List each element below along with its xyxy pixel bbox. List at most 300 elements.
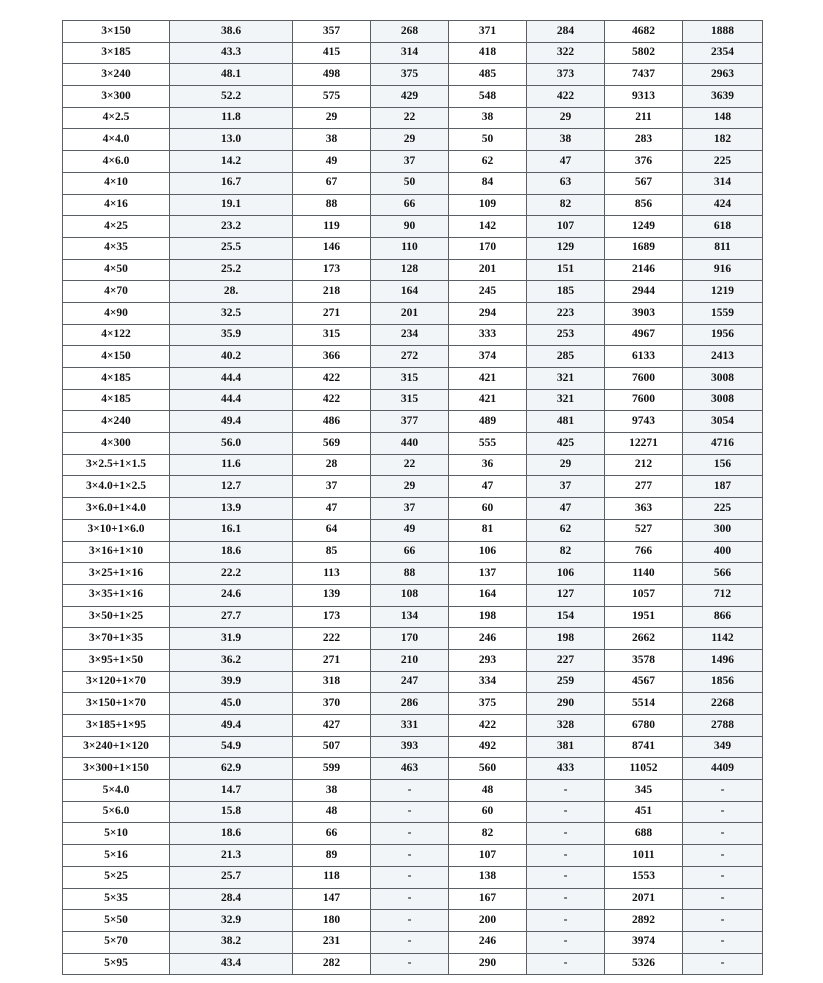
table-cell: 271 — [293, 302, 371, 324]
table-row — [63, 346, 763, 368]
table-row — [63, 823, 763, 845]
table-cell: - — [527, 845, 605, 867]
table-cell: 222 — [293, 628, 371, 650]
table-cell: - — [371, 823, 449, 845]
cable-spec-cell: 3×4.0+1×2.5 — [63, 476, 170, 498]
table-row — [63, 42, 763, 64]
table-cell: 424 — [683, 194, 763, 216]
table-cell: 345 — [605, 780, 683, 802]
table-cell: 272 — [371, 346, 449, 368]
table-row — [63, 866, 763, 888]
table-cell: 110 — [371, 237, 449, 259]
table-cell: 147 — [293, 888, 371, 910]
table-cell: 6780 — [605, 715, 683, 737]
table-cell: 259 — [527, 671, 605, 693]
table-cell: 315 — [371, 368, 449, 390]
table-cell: 14.2 — [170, 151, 293, 173]
table-cell: 127 — [527, 584, 605, 606]
table-cell: 433 — [527, 758, 605, 780]
table-row — [63, 194, 763, 216]
table-cell: 63 — [527, 172, 605, 194]
table-cell: 12271 — [605, 433, 683, 455]
table-cell: - — [527, 866, 605, 888]
table-row — [63, 693, 763, 715]
table-cell: 156 — [683, 454, 763, 476]
table-cell: 1057 — [605, 584, 683, 606]
cable-spec-cell: 3×2.5+1×1.5 — [63, 454, 170, 476]
table-cell: 5802 — [605, 42, 683, 64]
table-cell: 334 — [449, 671, 527, 693]
table-cell: 84 — [449, 172, 527, 194]
table-cell: 32.9 — [170, 910, 293, 932]
table-cell: 85 — [293, 541, 371, 563]
table-cell: 555 — [449, 433, 527, 455]
table-cell: 210 — [371, 649, 449, 671]
table-cell: 357 — [293, 21, 371, 43]
table-row — [63, 715, 763, 737]
table-cell: 211 — [605, 107, 683, 129]
table-cell: 3974 — [605, 931, 683, 953]
table-cell: 22 — [371, 454, 449, 476]
table-cell: 618 — [683, 216, 763, 238]
table-cell: 371 — [449, 21, 527, 43]
table-cell: 182 — [683, 129, 763, 151]
table-cell: 3054 — [683, 411, 763, 433]
table-row — [63, 216, 763, 238]
cable-spec-cell: 5×50 — [63, 910, 170, 932]
table-cell: 315 — [293, 324, 371, 346]
table-cell: 418 — [449, 42, 527, 64]
table-cell: 247 — [371, 671, 449, 693]
table-row — [63, 281, 763, 303]
table-cell: 333 — [449, 324, 527, 346]
table-cell: - — [371, 866, 449, 888]
table-cell: 31.9 — [170, 628, 293, 650]
table-cell: 164 — [449, 584, 527, 606]
table-cell: 2354 — [683, 42, 763, 64]
table-cell: 67 — [293, 172, 371, 194]
table-cell: 8741 — [605, 736, 683, 758]
table-cell: 321 — [527, 368, 605, 390]
table-cell: 139 — [293, 584, 371, 606]
cable-spec-cell: 4×185 — [63, 389, 170, 411]
table-cell: 200 — [449, 910, 527, 932]
table-cell: 463 — [371, 758, 449, 780]
table-cell: 486 — [293, 411, 371, 433]
table-cell: 916 — [683, 259, 763, 281]
cable-spec-cell: 4×70 — [63, 281, 170, 303]
table-row — [63, 780, 763, 802]
table-cell: 16.1 — [170, 519, 293, 541]
table-cell: - — [527, 953, 605, 975]
table-cell: 60 — [449, 801, 527, 823]
table-cell: 4716 — [683, 433, 763, 455]
table-cell: 225 — [683, 151, 763, 173]
table-cell: 173 — [293, 259, 371, 281]
table-cell: 164 — [371, 281, 449, 303]
table-cell: 1559 — [683, 302, 763, 324]
table-cell: 14.7 — [170, 780, 293, 802]
table-cell: 1249 — [605, 216, 683, 238]
table-cell: 485 — [449, 64, 527, 86]
table-cell: 11.6 — [170, 454, 293, 476]
table-cell: 366 — [293, 346, 371, 368]
table-cell: 599 — [293, 758, 371, 780]
table-cell: 2071 — [605, 888, 683, 910]
table-cell: 227 — [527, 649, 605, 671]
table-cell: 481 — [527, 411, 605, 433]
table-cell: 201 — [449, 259, 527, 281]
table-cell: 62 — [527, 519, 605, 541]
table-cell: 245 — [449, 281, 527, 303]
table-cell: 49.4 — [170, 715, 293, 737]
table-cell: 268 — [371, 21, 449, 43]
table-cell: - — [527, 931, 605, 953]
table-cell: - — [527, 780, 605, 802]
cable-spec-cell: 5×95 — [63, 953, 170, 975]
table-cell: 22 — [371, 107, 449, 129]
table-cell: 489 — [449, 411, 527, 433]
table-cell: 38 — [527, 129, 605, 151]
table-cell: - — [371, 910, 449, 932]
table-cell: 107 — [527, 216, 605, 238]
table-cell: 1951 — [605, 606, 683, 628]
cable-spec-cell: 4×150 — [63, 346, 170, 368]
cable-spec-cell: 4×240 — [63, 411, 170, 433]
table-cell: 421 — [449, 389, 527, 411]
cable-spec-cell: 5×16 — [63, 845, 170, 867]
table-row — [63, 107, 763, 129]
table-cell: 284 — [527, 21, 605, 43]
table-cell: 29 — [371, 129, 449, 151]
table-cell: 52.2 — [170, 86, 293, 108]
table-cell: 314 — [371, 42, 449, 64]
table-cell: 223 — [527, 302, 605, 324]
table-cell: 429 — [371, 86, 449, 108]
cable-spec-cell: 3×70+1×35 — [63, 628, 170, 650]
table-cell: 82 — [449, 823, 527, 845]
table-cell: 2944 — [605, 281, 683, 303]
table-cell: 2963 — [683, 64, 763, 86]
table-cell: 45.0 — [170, 693, 293, 715]
cable-spec-cell: 4×4.0 — [63, 129, 170, 151]
table-cell: 811 — [683, 237, 763, 259]
table-cell: 766 — [605, 541, 683, 563]
table-cell: 7437 — [605, 64, 683, 86]
table-row — [63, 368, 763, 390]
table-cell: 82 — [527, 541, 605, 563]
table-cell: 328 — [527, 715, 605, 737]
table-cell: 2892 — [605, 910, 683, 932]
table-row — [63, 628, 763, 650]
table-cell: 5514 — [605, 693, 683, 715]
table-body — [63, 21, 763, 975]
table-cell: 2662 — [605, 628, 683, 650]
table-cell: 48 — [449, 780, 527, 802]
table-cell: 108 — [371, 584, 449, 606]
table-row — [63, 302, 763, 324]
table-cell: 548 — [449, 86, 527, 108]
table-cell: 6133 — [605, 346, 683, 368]
table-row — [63, 758, 763, 780]
table-cell: 36.2 — [170, 649, 293, 671]
table-cell: 138 — [449, 866, 527, 888]
table-cell: 44.4 — [170, 368, 293, 390]
table-row — [63, 389, 763, 411]
cable-spec-cell: 4×35 — [63, 237, 170, 259]
table-cell: 3008 — [683, 368, 763, 390]
table-cell: 11052 — [605, 758, 683, 780]
cable-spec-cell: 4×122 — [63, 324, 170, 346]
table-cell: 370 — [293, 693, 371, 715]
table-cell: - — [371, 888, 449, 910]
table-cell: 88 — [293, 194, 371, 216]
table-row — [63, 129, 763, 151]
table-cell: - — [683, 801, 763, 823]
table-cell: 1888 — [683, 21, 763, 43]
table-cell: 49 — [371, 519, 449, 541]
table-cell: 1956 — [683, 324, 763, 346]
table-cell: 134 — [371, 606, 449, 628]
table-cell: 2413 — [683, 346, 763, 368]
table-cell: 440 — [371, 433, 449, 455]
table-cell: 29 — [293, 107, 371, 129]
table-row — [63, 151, 763, 173]
table-cell: 113 — [293, 563, 371, 585]
table-cell: 234 — [371, 324, 449, 346]
table-cell: 89 — [293, 845, 371, 867]
table-cell: 29 — [371, 476, 449, 498]
table-cell: 54.9 — [170, 736, 293, 758]
table-cell: 575 — [293, 86, 371, 108]
table-cell: 225 — [683, 498, 763, 520]
table-cell: - — [683, 931, 763, 953]
table-cell: 1142 — [683, 628, 763, 650]
table-cell: 422 — [293, 389, 371, 411]
cable-spec-cell: 3×10+1×6.0 — [63, 519, 170, 541]
table-row — [63, 259, 763, 281]
table-cell: 377 — [371, 411, 449, 433]
table-cell: 422 — [527, 86, 605, 108]
cable-spec-cell: 5×6.0 — [63, 801, 170, 823]
cable-spec-cell: 3×35+1×16 — [63, 584, 170, 606]
cable-spec-cell: 4×16 — [63, 194, 170, 216]
table-cell: 43.3 — [170, 42, 293, 64]
table-cell: 109 — [449, 194, 527, 216]
cable-spec-cell: 3×95+1×50 — [63, 649, 170, 671]
cable-spec-cell: 3×185+1×95 — [63, 715, 170, 737]
table-cell: 13.9 — [170, 498, 293, 520]
table-cell: 129 — [527, 237, 605, 259]
cable-spec-cell: 5×10 — [63, 823, 170, 845]
table-cell: 3008 — [683, 389, 763, 411]
table-row — [63, 541, 763, 563]
table-cell: - — [683, 780, 763, 802]
table-cell: 47 — [527, 151, 605, 173]
table-cell: 170 — [371, 628, 449, 650]
table-cell: 43.4 — [170, 953, 293, 975]
table-cell: 7600 — [605, 389, 683, 411]
cable-spec-cell: 5×70 — [63, 931, 170, 953]
cable-spec-cell: 3×185 — [63, 42, 170, 64]
table-cell: 314 — [683, 172, 763, 194]
table-cell: 375 — [371, 64, 449, 86]
table-cell: 271 — [293, 649, 371, 671]
table-cell: 29 — [527, 107, 605, 129]
table-row — [63, 498, 763, 520]
cable-spec-cell: 3×16+1×10 — [63, 541, 170, 563]
table-cell: 4967 — [605, 324, 683, 346]
table-row — [63, 671, 763, 693]
cable-spec-cell: 3×50+1×25 — [63, 606, 170, 628]
table-cell: 128 — [371, 259, 449, 281]
table-cell: 16.7 — [170, 172, 293, 194]
table-cell: 331 — [371, 715, 449, 737]
table-cell: 39.9 — [170, 671, 293, 693]
table-cell: 106 — [527, 563, 605, 585]
table-cell: 90 — [371, 216, 449, 238]
table-cell: 167 — [449, 888, 527, 910]
table-cell: - — [371, 931, 449, 953]
table-cell: 11.8 — [170, 107, 293, 129]
table-cell: 1553 — [605, 866, 683, 888]
table-cell: 451 — [605, 801, 683, 823]
table-cell: 425 — [527, 433, 605, 455]
table-cell: 3578 — [605, 649, 683, 671]
table-cell: 2268 — [683, 693, 763, 715]
table-cell: - — [683, 866, 763, 888]
table-cell: - — [527, 888, 605, 910]
table-cell: 148 — [683, 107, 763, 129]
table-cell: 66 — [293, 823, 371, 845]
table-cell: 4567 — [605, 671, 683, 693]
table-cell: 27.7 — [170, 606, 293, 628]
table-cell: 567 — [605, 172, 683, 194]
table-cell: 49.4 — [170, 411, 293, 433]
table-cell: 62.9 — [170, 758, 293, 780]
table-row — [63, 888, 763, 910]
table-cell: 866 — [683, 606, 763, 628]
cable-spec-cell: 3×25+1×16 — [63, 563, 170, 585]
table-cell: 32.5 — [170, 302, 293, 324]
table-cell: 422 — [449, 715, 527, 737]
cable-spec-cell: 3×300+1×150 — [63, 758, 170, 780]
table-cell: 38.6 — [170, 21, 293, 43]
table-cell: 18.6 — [170, 541, 293, 563]
table-cell: 283 — [605, 129, 683, 151]
table-cell: 322 — [527, 42, 605, 64]
table-row — [63, 324, 763, 346]
table-cell: 856 — [605, 194, 683, 216]
table-cell: 293 — [449, 649, 527, 671]
table-cell: 29 — [527, 454, 605, 476]
cable-spec-cell: 5×35 — [63, 888, 170, 910]
table-cell: 37 — [293, 476, 371, 498]
cable-spec-cell: 3×300 — [63, 86, 170, 108]
table-cell: 374 — [449, 346, 527, 368]
table-cell: 381 — [527, 736, 605, 758]
table-row — [63, 411, 763, 433]
table-cell: 373 — [527, 64, 605, 86]
cable-spec-cell: 4×2.5 — [63, 107, 170, 129]
table-cell: 88 — [371, 563, 449, 585]
table-cell: 290 — [527, 693, 605, 715]
cable-spec-cell: 4×300 — [63, 433, 170, 455]
table-cell: 82 — [527, 194, 605, 216]
table-cell: 106 — [449, 541, 527, 563]
cable-spec-cell: 3×240+1×120 — [63, 736, 170, 758]
table-cell: 173 — [293, 606, 371, 628]
table-cell: 28 — [293, 454, 371, 476]
table-row — [63, 801, 763, 823]
table-cell: 37 — [527, 476, 605, 498]
table-cell: 44.4 — [170, 389, 293, 411]
table-cell: 376 — [605, 151, 683, 173]
table-cell: 40.2 — [170, 346, 293, 368]
table-cell: 37 — [371, 498, 449, 520]
table-cell: 363 — [605, 498, 683, 520]
table-cell: 507 — [293, 736, 371, 758]
table-cell: 119 — [293, 216, 371, 238]
table-cell: 37 — [371, 151, 449, 173]
table-cell: 218 — [293, 281, 371, 303]
cable-spec-cell: 5×25 — [63, 866, 170, 888]
table-row — [63, 172, 763, 194]
table-cell: 180 — [293, 910, 371, 932]
table-cell: 60 — [449, 498, 527, 520]
cable-spec-cell: 3×150+1×70 — [63, 693, 170, 715]
table-cell: - — [683, 910, 763, 932]
table-cell: 142 — [449, 216, 527, 238]
table-cell: 1219 — [683, 281, 763, 303]
table-cell: 253 — [527, 324, 605, 346]
table-cell: 22.2 — [170, 563, 293, 585]
table-cell: 25.5 — [170, 237, 293, 259]
table-row — [63, 454, 763, 476]
table-cell: 246 — [449, 628, 527, 650]
table-cell: 49 — [293, 151, 371, 173]
table-cell: 50 — [371, 172, 449, 194]
table-cell: 137 — [449, 563, 527, 585]
table-cell: 201 — [371, 302, 449, 324]
cable-spec-cell: 4×6.0 — [63, 151, 170, 173]
table-cell: 66 — [371, 541, 449, 563]
table-cell: 9313 — [605, 86, 683, 108]
table-cell: 4682 — [605, 21, 683, 43]
table-cell: - — [371, 780, 449, 802]
table-cell: 212 — [605, 454, 683, 476]
table-row — [63, 433, 763, 455]
table-cell: 9743 — [605, 411, 683, 433]
table-cell: 50 — [449, 129, 527, 151]
table-cell: 321 — [527, 389, 605, 411]
table-cell: 185 — [527, 281, 605, 303]
table-cell: 7600 — [605, 368, 683, 390]
table-cell: 47 — [293, 498, 371, 520]
table-cell: 375 — [449, 693, 527, 715]
table-row — [63, 845, 763, 867]
table-cell: 81 — [449, 519, 527, 541]
cable-spec-table — [62, 20, 763, 975]
table-cell: 315 — [371, 389, 449, 411]
cable-spec-cell: 3×6.0+1×4.0 — [63, 498, 170, 520]
table-cell: 2788 — [683, 715, 763, 737]
table-row — [63, 910, 763, 932]
table-cell: 62 — [449, 151, 527, 173]
table-row — [63, 476, 763, 498]
table-cell: 492 — [449, 736, 527, 758]
table-cell: - — [527, 910, 605, 932]
